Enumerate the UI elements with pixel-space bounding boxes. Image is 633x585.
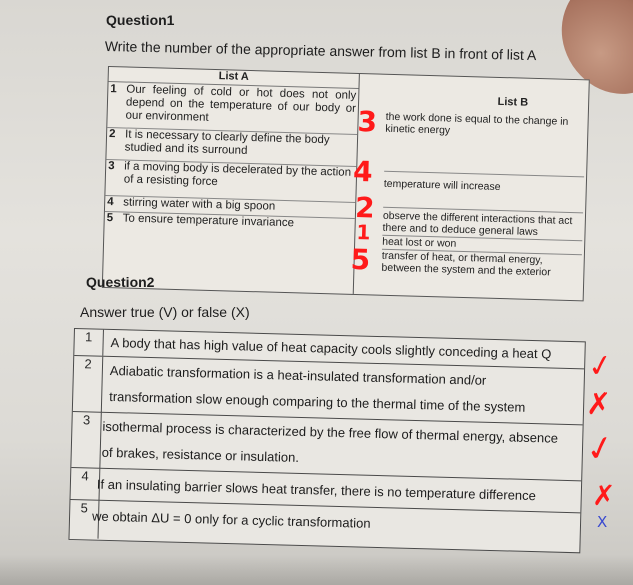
handwritten-cross-mark: ✗ — [592, 479, 616, 512]
statement-line: A body that has high value of heat capacity cools slightly conceding a heat Q — [110, 334, 552, 362]
list-b-item: transfer of heat, or thermal energy, between the system and the exterior — [381, 249, 582, 280]
statement-line: of brakes, resistance or insulation. — [101, 444, 300, 465]
list-a-text: To ensure temperature invariance — [122, 212, 295, 230]
true-false-table — [68, 328, 585, 553]
list-a-text: stirring water with a big spoon — [123, 196, 276, 213]
list-a-text: Our feeling of cold or hot does not only depend on the temperature of our body or our environment — [125, 83, 357, 124]
list-a-text: It is necessary to clearly define the body studied and its surround — [124, 128, 330, 157]
handwritten-check-mark: ✓ — [582, 426, 619, 472]
handwritten-cross-mark: ✗ — [586, 387, 612, 422]
handwritten-check-mark: ✓ — [585, 347, 616, 386]
question1-instruction: Write the number of the appropriate answer from list B in front of list A — [104, 38, 537, 64]
statement-line: isothermal process is characterized by the free flow of thermal energy, absence — [102, 418, 559, 446]
handwritten-answer: 3 — [357, 104, 378, 139]
list-b-item: heat lost or won — [382, 235, 582, 254]
list-a-num: 4 — [107, 196, 114, 209]
statement-line: Adiabatic transformation is a heat-insulated transformation and/or — [109, 362, 487, 388]
list-b-item: observe the different interactions that act there and to deduce general laws — [382, 207, 583, 240]
list-b-item: the work done is equal to the change in kinetic energy — [385, 110, 569, 137]
handwritten-answer: 4 — [352, 154, 374, 189]
list-a-num: 2 — [108, 128, 116, 141]
row-number: 2 — [73, 356, 103, 413]
handwritten-answer: 2 — [354, 190, 376, 225]
list-a-num: 3 — [108, 160, 115, 173]
row-number: 3 — [71, 412, 101, 469]
row-number: 4 — [70, 468, 100, 501]
list-a-header: List A — [109, 67, 359, 89]
list-b-item: temperature will increase — [384, 171, 584, 196]
list-a-text: if a moving body is decelerated by the action of a resisting force — [123, 160, 352, 189]
list-a-num: 5 — [106, 212, 114, 225]
statement-line: transformation slow enough comparing to the thermal time of the system — [109, 388, 526, 415]
question2-title: Question2 — [86, 274, 155, 290]
question1-title: Question1 — [106, 12, 175, 28]
shadow — [0, 555, 633, 585]
handwritten-cross-mark: X — [597, 513, 608, 531]
list-b-header: List B — [497, 95, 529, 109]
handwritten-answer: 5 — [350, 242, 371, 277]
row-number: 5 — [70, 500, 100, 539]
statement-line: we obtain ΔU = 0 only for a cyclic transformation — [91, 508, 371, 531]
matching-table — [102, 66, 590, 301]
handwritten-answer: 1 — [356, 220, 371, 245]
row-number: 1 — [74, 329, 104, 356]
list-a-num: 1 — [110, 83, 117, 96]
question2-instruction: Answer true (V) or false (X) — [80, 304, 250, 320]
statement-line: If an insulating barrier slows heat transfer, there is no temperature difference — [96, 476, 537, 504]
